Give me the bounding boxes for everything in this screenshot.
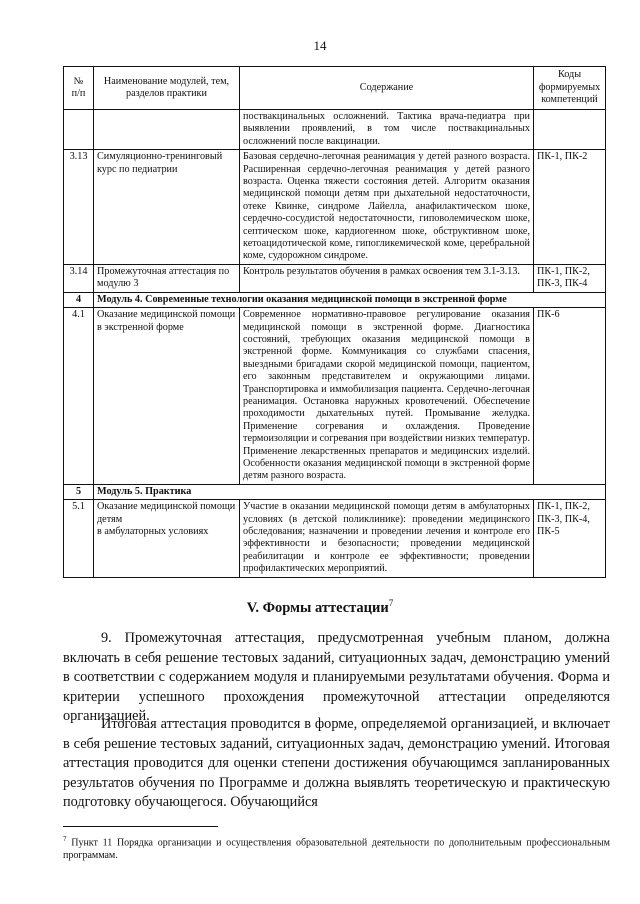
module-row bbox=[64, 484, 606, 499]
row-codes: ПК-1, ПК-2, ПК-3, ПК-4, ПК-5 bbox=[534, 500, 606, 577]
module-number: 5 bbox=[64, 484, 94, 499]
footnote-text: Пункт 11 Порядка организации и осуществления образовательной деятельности по дополнительным профессиональным программам. bbox=[63, 837, 610, 862]
row-content: поствакцинальных осложнений. Тактика врача-педиатра при выявлении проявлений, в том числе поствакцинальных осложнений после вакцинации. bbox=[240, 110, 534, 150]
table-header-row bbox=[64, 67, 606, 110]
footnote-mark: 7 bbox=[63, 835, 67, 843]
table-body bbox=[64, 110, 606, 578]
section-title bbox=[0, 598, 640, 617]
row-number: 4.1 bbox=[64, 308, 94, 485]
footnote-divider bbox=[63, 826, 218, 827]
row-name: Промежуточная аттестация по модулю 3 bbox=[94, 264, 240, 292]
row-number: 5.1 bbox=[64, 500, 94, 577]
section-title-text: V. Формы аттестации bbox=[246, 599, 389, 616]
curriculum-table bbox=[63, 66, 606, 578]
table-row bbox=[64, 500, 606, 577]
row-content: Современное нормативно-правовое регулирование оказания медицинской помощи в экстренной форме. Диагностика состояний, требующих оказания медицинской помощи в экстренной форме. Коммуникация со службами спасения, выездными бригадами скорой медицинской помощи, пациентом, его законным представителем и окружающими лицами. Транспортировка и иммобилизация пациента. Сердечно-легочная реанимация. Остановка наружных кровотечений. Обеспечение проходимости дыхательных путей. Промывание желудка. Применение согревания и охлаждения. Проведение термоизоляции и согревания при воздействии низких температур. Применение лекарственных препаратов и медицинских изделий. Особенности оказания медицинской помощи в экстренной форме детям разного возраста. bbox=[240, 308, 534, 485]
module-number: 4 bbox=[64, 292, 94, 307]
row-number bbox=[64, 110, 94, 150]
module-title: Модуль 4. Современные технологии оказания медицинской помощи в экстренной форме bbox=[94, 292, 606, 307]
row-content: Базовая сердечно-легочная реанимация у детей разного возраста. Расширенная сердечно-легочная реанимация у детей разного возраста. Оценка тяжести состояния детей. Алгоритм оказания медицинской помощи детям при дыхательной недостаточности, отеке Квинке, синдроме Лайелла, анафилактическом шоке, сердечно-сосудистой недостаточности, гиповолемическом шоке, септическом шоке, кардиогенном шоке, обструктивном шоке, кетоацидотической коме, гипогликемической коме, церебральной коме, судорожном синдроме. bbox=[240, 150, 534, 265]
row-name bbox=[94, 110, 240, 150]
row-codes: ПК-1, ПК-2, ПК-3, ПК-4 bbox=[534, 264, 606, 292]
table-row bbox=[64, 110, 606, 150]
paragraph-final-attestation: Итоговая аттестация проводится в форме, определяемой организацией, и включает в себя решение тестовых заданий, ситуационных задач, демонстрацию умений. Итоговая аттестация проводится для оценки степени достижения обучающимся запланированных результатов обучения по Программе и должна выявлять теоретическую и практическую подготовку обучающегося. Обучающийся bbox=[63, 716, 610, 811]
header-name: Наименование модулей, тем, разделов практики bbox=[94, 67, 240, 110]
header-content: Содержание bbox=[240, 67, 534, 110]
paragraph-intermediate-attestation: 9. Промежуточная аттестация, предусмотренная учебным планом, должна включать в себя решение тестовых заданий, ситуационных задач, демонстрацию умений в соответствии с содержанием модуля и планируемыми результатами обучения. Форма и критерии успешного прохождения промежуточной аттестации определяются организацией. bbox=[63, 630, 610, 725]
table-row bbox=[64, 308, 606, 485]
row-number: 3.13 bbox=[64, 150, 94, 265]
table-row bbox=[64, 150, 606, 265]
header-num: № п/п bbox=[64, 67, 94, 110]
row-content: Участие в оказании медицинской помощи детям в амбулаторных условиях (в детской поликлинике): проведении медицинского обследования; назначении и проведении лечения и контроле его эффективности и безопасности; проведении медицинской реабилитации и контроле ее эффективности; проведении профилактических мероприятий. bbox=[240, 500, 534, 577]
row-name: Оказание медицинской помощи детям в амбулаторных условиях bbox=[94, 500, 240, 577]
row-name: Симуляционно-тренинговый курс по педиатрии bbox=[94, 150, 240, 265]
row-number: 3.14 bbox=[64, 264, 94, 292]
page-number: 14 bbox=[313, 38, 327, 53]
module-row bbox=[64, 292, 606, 307]
module-title: Модуль 5. Практика bbox=[94, 484, 606, 499]
footnote-ref: 7 bbox=[388, 598, 394, 608]
footnote bbox=[63, 833, 610, 862]
row-codes: ПК-1, ПК-2 bbox=[534, 150, 606, 265]
row-content: Контроль результатов обучения в рамках освоения тем 3.1-3.13. bbox=[240, 264, 534, 292]
header-codes: Коды формируемых компетенций bbox=[534, 67, 606, 110]
row-codes bbox=[534, 110, 606, 150]
table-row bbox=[64, 264, 606, 292]
row-codes: ПК-6 bbox=[534, 308, 606, 485]
row-name: Оказание медицинской помощи в экстренной форме bbox=[94, 308, 240, 485]
